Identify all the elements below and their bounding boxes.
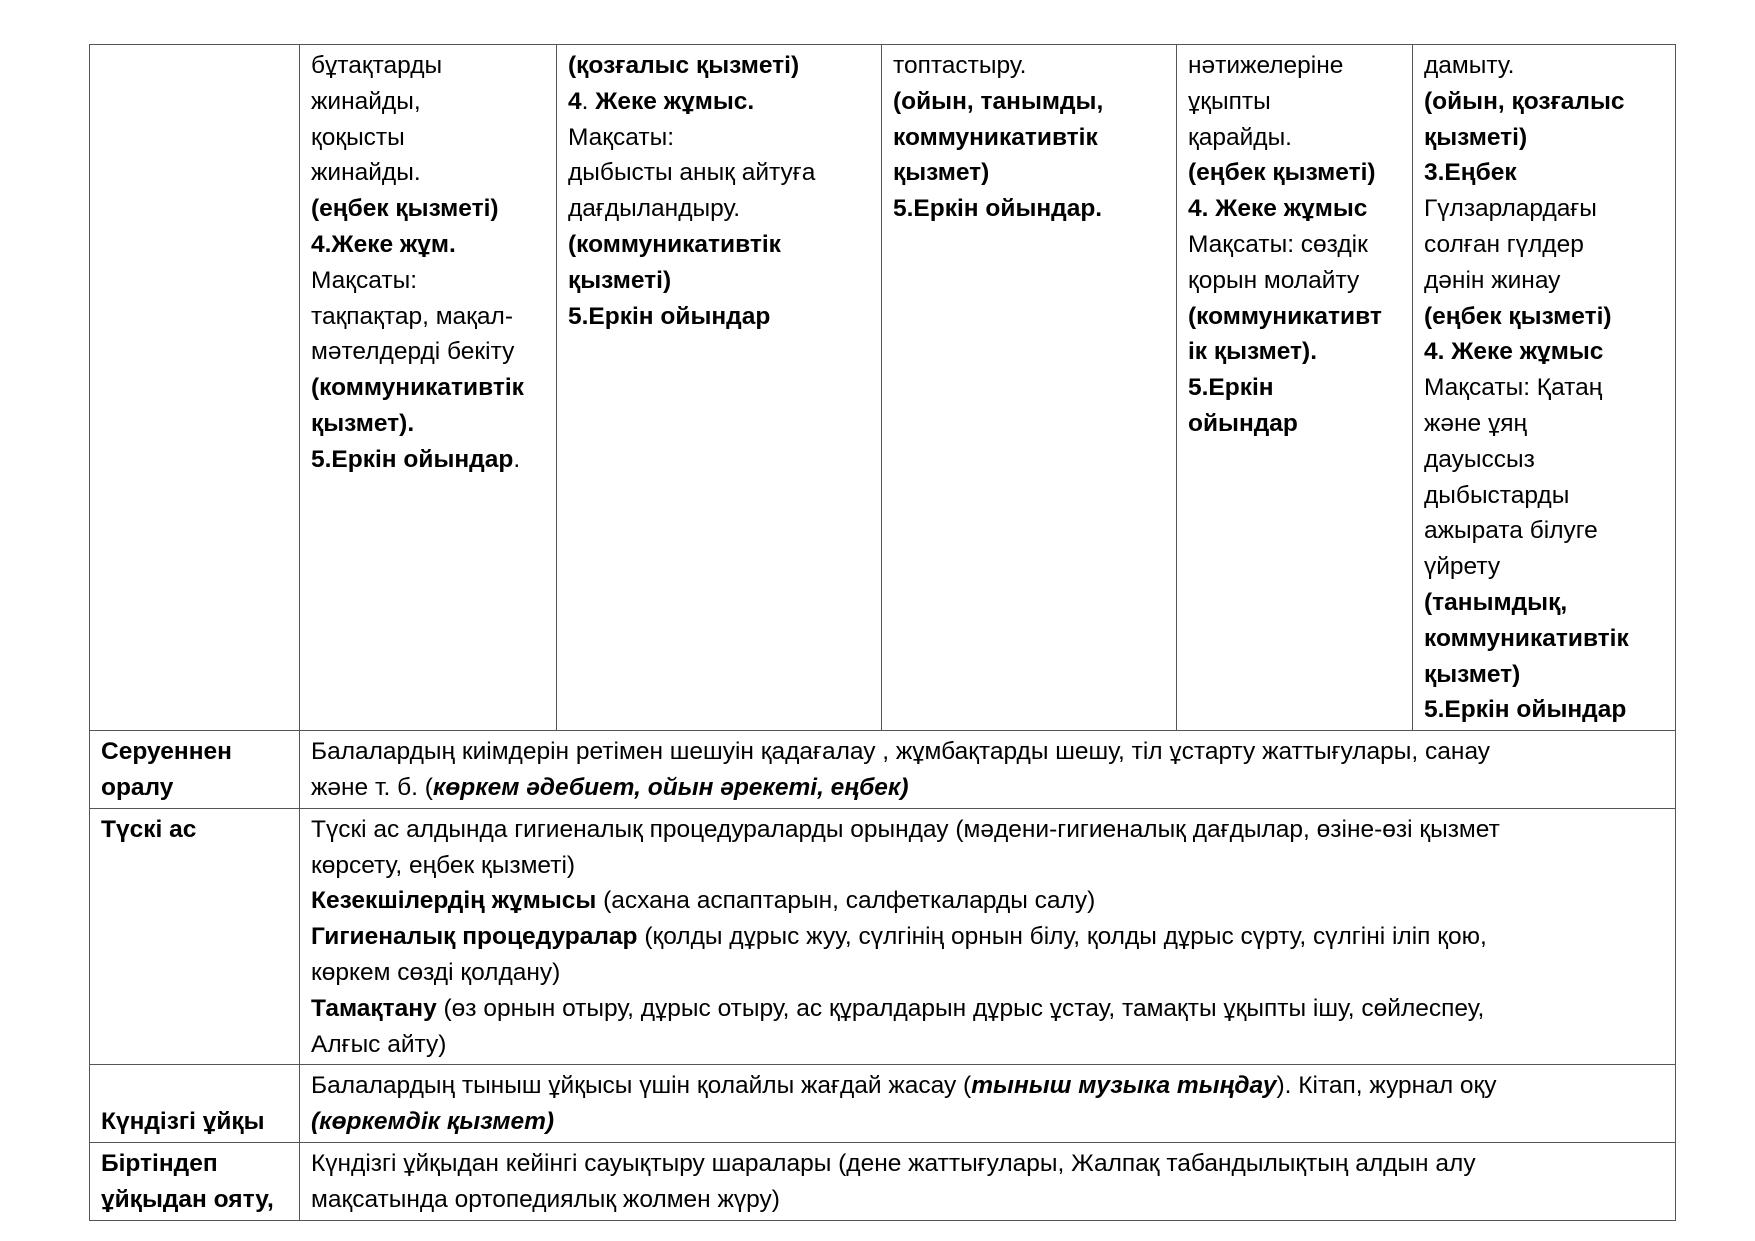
text-run: Түскі ас алдында гигиеналық процедураларды орындау (мәдени-гигиеналық дағдылар, өзіне-өзі қызмет — [311, 815, 1500, 843]
emphasis-text: тыныш музыка тыңдау — [971, 1072, 1277, 1100]
text-run: Гүлзарлардағы — [1424, 195, 1597, 223]
text-line — [893, 155, 1166, 191]
text-run: қарайды. — [1188, 123, 1292, 151]
text-line — [311, 48, 546, 84]
text-run: дыбыстарды — [1424, 481, 1570, 509]
text-line — [1424, 48, 1665, 84]
label-cell-empty — [90, 45, 300, 731]
text-line — [1188, 299, 1402, 335]
text-line — [568, 84, 871, 120]
row-label-lunch — [90, 808, 300, 1065]
text-line — [1424, 334, 1665, 370]
text-run: топтастыру. — [893, 52, 1027, 79]
activity-cell-col3 — [882, 45, 1177, 731]
text-line — [1424, 120, 1665, 156]
text-line — [1424, 155, 1665, 191]
text-line — [311, 1104, 1665, 1140]
text-line — [893, 84, 1166, 120]
text-line — [311, 370, 546, 406]
table-row-return-from-walk — [90, 731, 1676, 809]
text-line — [1424, 299, 1665, 335]
text-run: үйрету — [1424, 553, 1501, 581]
text-line — [311, 406, 546, 442]
row-label-line: Серуеннен — [101, 738, 232, 766]
emphasis-text: (коммуникативт — [1188, 302, 1382, 330]
activity-cell-col4 — [1177, 45, 1413, 731]
text-line — [1424, 692, 1665, 728]
row-label-line: Біртіндеп — [101, 1149, 218, 1177]
text-line — [311, 120, 546, 156]
text-line — [311, 1027, 1665, 1063]
text-run: Мақсаты: — [311, 266, 418, 294]
emphasis-text: қызмет) — [893, 159, 990, 187]
text-run: дәнін жинау — [1424, 266, 1561, 294]
text-run: дауыссыз — [1424, 445, 1535, 473]
row-label-wake-up — [90, 1142, 300, 1220]
text-line — [568, 263, 871, 299]
text-line — [311, 1146, 1665, 1182]
text-run: жинайды. — [311, 159, 421, 187]
text-line — [568, 48, 871, 84]
schedule-table-page — [89, 44, 1675, 1221]
text-run: Балалардың киімдерін ретімен шешуін қадағалау , жұмбақтарды шешу, тіл ұстарту жаттығулары, санау — [311, 738, 1491, 766]
text-run: көркем сөзді қолдану) — [311, 958, 561, 986]
text-line — [311, 848, 1665, 884]
text-run: бұтақтарды — [311, 52, 443, 79]
text-run: Мақсаты: сөздік — [1188, 230, 1368, 258]
activity-cell-col2 — [557, 45, 882, 731]
text-line — [1424, 621, 1665, 657]
text-line — [1424, 191, 1665, 227]
emphasis-text: Гигиеналық процедуралар — [311, 923, 638, 951]
text-run: (қолды дұрыс жуу, сүлгінің орнын білу, қолды дұрыс сүрту, сүлгіні іліп қою, — [637, 923, 1487, 951]
row-content-nap — [300, 1065, 1676, 1143]
text-run: дамыту. — [1424, 52, 1515, 79]
text-line — [568, 299, 871, 335]
emphasis-text: қызмет) — [1424, 660, 1521, 688]
text-run: . — [513, 445, 521, 473]
emphasis-text: 5.Еркін ойындар. — [893, 195, 1103, 223]
text-line — [1424, 549, 1665, 585]
text-run: солған гүлдер — [1424, 230, 1584, 258]
text-run: қорын молайту — [1188, 266, 1360, 294]
text-line — [1424, 442, 1665, 478]
text-line — [1188, 406, 1402, 442]
emphasis-text: қызметі) — [1424, 123, 1528, 151]
table-row-activities — [90, 45, 1676, 731]
emphasis-text: 5.Еркін ойындар — [311, 445, 514, 473]
schedule-table — [89, 44, 1676, 1221]
table-row-nap — [90, 1065, 1676, 1143]
text-line — [311, 299, 546, 335]
text-run: және ұяң — [1424, 409, 1528, 437]
text-run: Күндізгі ұйқыдан кейінгі сауықтыру шаралары (дене жаттығулары, Жалпақ табандылықтың алдын алу — [311, 1149, 1476, 1177]
text-line — [1424, 406, 1665, 442]
text-run: мәтелдерді бекіту — [311, 338, 515, 366]
row-label-line: Күндізгі ұйқы — [101, 1108, 265, 1136]
row-label-line: Түскі ас — [101, 815, 197, 843]
text-run: және т. б. ( — [311, 773, 433, 801]
text-line — [311, 991, 1665, 1027]
text-line — [893, 120, 1166, 156]
text-run: жинайды, — [311, 87, 421, 115]
text-line — [1188, 263, 1402, 299]
text-line — [311, 770, 1665, 806]
text-line — [1188, 191, 1402, 227]
emphasis-text: коммуникативтік — [1424, 624, 1629, 652]
text-run: Балалардың тыныш ұйқысы үшін қолайлы жағдай жасау ( — [311, 1072, 972, 1100]
text-line — [311, 883, 1665, 919]
text-line — [311, 734, 1665, 770]
emphasis-text: 5.Еркін — [1188, 374, 1274, 402]
emphasis-text: (еңбек қызметі) — [311, 195, 499, 223]
emphasis-text: көркем әдебиет, ойын әрекеті, еңбек) — [432, 773, 909, 801]
emphasis-text: 4. Жеке жұмыс — [1424, 338, 1604, 366]
text-line — [311, 1182, 1665, 1218]
row-label-line: ұйқыдан ояту, — [101, 1185, 274, 1213]
emphasis-text: коммуникативтік — [893, 123, 1098, 151]
text-line — [568, 155, 871, 191]
text-run: тақпақтар, мақал- — [311, 302, 513, 330]
emphasis-text: 5.Еркін ойындар — [568, 302, 771, 330]
text-line — [568, 191, 871, 227]
text-run: көрсету, еңбек қызметі) — [311, 851, 576, 879]
text-line — [1424, 263, 1665, 299]
text-run: (асхана аспаптарын, салфеткаларды салу) — [596, 887, 1096, 915]
table-row-wake-up — [90, 1142, 1676, 1220]
emphasis-text: ік қызмет). — [1188, 338, 1318, 366]
text-line — [1424, 84, 1665, 120]
text-run: дыбысты анық айтуға — [568, 159, 816, 187]
text-line — [893, 48, 1166, 84]
text-line — [568, 120, 871, 156]
text-line — [311, 812, 1665, 848]
text-line — [1188, 84, 1402, 120]
text-line — [311, 955, 1665, 991]
emphasis-text: (коммуникативтік — [568, 230, 781, 258]
text-run: нәтижелеріне — [1188, 52, 1344, 79]
emphasis-text: (танымдық, — [1424, 588, 1568, 616]
emphasis-text: 4 — [568, 87, 582, 115]
activity-cell-col5 — [1413, 45, 1676, 731]
emphasis-text: ойындар — [1188, 409, 1298, 437]
text-line — [311, 334, 546, 370]
row-content-return-from-walk — [300, 731, 1676, 809]
text-line — [1424, 513, 1665, 549]
text-line — [311, 919, 1665, 955]
emphasis-text: 3.Еңбек — [1424, 159, 1517, 187]
text-line — [311, 263, 546, 299]
emphasis-text: (көркемдік қызмет) — [311, 1108, 555, 1136]
emphasis-text: Тамақтану — [311, 994, 437, 1022]
emphasis-text: қызметі) — [568, 266, 672, 294]
table-row-lunch — [90, 808, 1676, 1065]
emphasis-text: (ойын, танымды, — [893, 87, 1104, 115]
text-line — [1188, 370, 1402, 406]
text-line — [311, 191, 546, 227]
text-line — [1424, 657, 1665, 693]
emphasis-text: (қозғалыс қызметі) — [568, 52, 800, 79]
emphasis-text: 4. Жеке жұмыс — [1188, 195, 1368, 223]
text-line — [1424, 227, 1665, 263]
emphasis-text: Кезекшілердің жұмысы — [311, 887, 597, 915]
emphasis-text: қызмет). — [311, 409, 415, 437]
emphasis-text: (еңбек қызметі) — [1188, 159, 1376, 187]
emphasis-text: (ойын, қозғалыс — [1424, 87, 1625, 115]
text-run: Алғыс айту) — [311, 1030, 447, 1058]
text-line — [1188, 155, 1402, 191]
text-line — [1188, 48, 1402, 84]
activity-cell-col1 — [300, 45, 557, 731]
text-run: (өз орнын отыру, дұрыс отыру, ас құралдарын дұрыс ұстау, тамақты ұқыпты ішу, сөйлеспеу, — [436, 994, 1485, 1022]
text-run: ұқыпты — [1188, 87, 1271, 115]
text-line — [568, 227, 871, 263]
row-label-line: оралу — [101, 773, 174, 801]
text-line — [1188, 120, 1402, 156]
text-line — [1424, 478, 1665, 514]
emphasis-text: (еңбек қызметі) — [1424, 302, 1612, 330]
text-line — [311, 84, 546, 120]
text-line — [311, 155, 546, 191]
text-run: . — [581, 87, 596, 115]
text-line — [1188, 334, 1402, 370]
text-line — [1188, 227, 1402, 263]
text-line — [311, 1068, 1665, 1104]
text-line — [311, 227, 546, 263]
emphasis-text: 5.Еркін ойындар — [1424, 696, 1627, 724]
row-label-nap — [90, 1065, 300, 1143]
text-run: ). Кітап, журнал оқу — [1276, 1072, 1497, 1100]
row-content-wake-up — [300, 1142, 1676, 1220]
text-line — [1424, 370, 1665, 406]
row-content-lunch — [300, 808, 1676, 1065]
row-label-return-from-walk — [90, 731, 300, 809]
text-line — [893, 191, 1166, 227]
text-line — [1424, 585, 1665, 621]
text-run: дағдыландыру. — [568, 195, 741, 223]
text-run: Мақсаты: — [568, 123, 675, 151]
text-run: ажырата білуге — [1424, 517, 1598, 545]
text-run: мақсатында ортопедиялық жолмен жүру) — [311, 1185, 780, 1213]
text-run: Мақсаты: Қатаң — [1424, 374, 1603, 402]
emphasis-text: 4.Жеке жұм. — [311, 230, 456, 258]
text-line — [311, 442, 546, 478]
emphasis-text: Жеке жұмыс. — [595, 87, 755, 115]
text-run: қоқысты — [311, 123, 405, 151]
emphasis-text: (коммуникативтік — [311, 374, 524, 402]
